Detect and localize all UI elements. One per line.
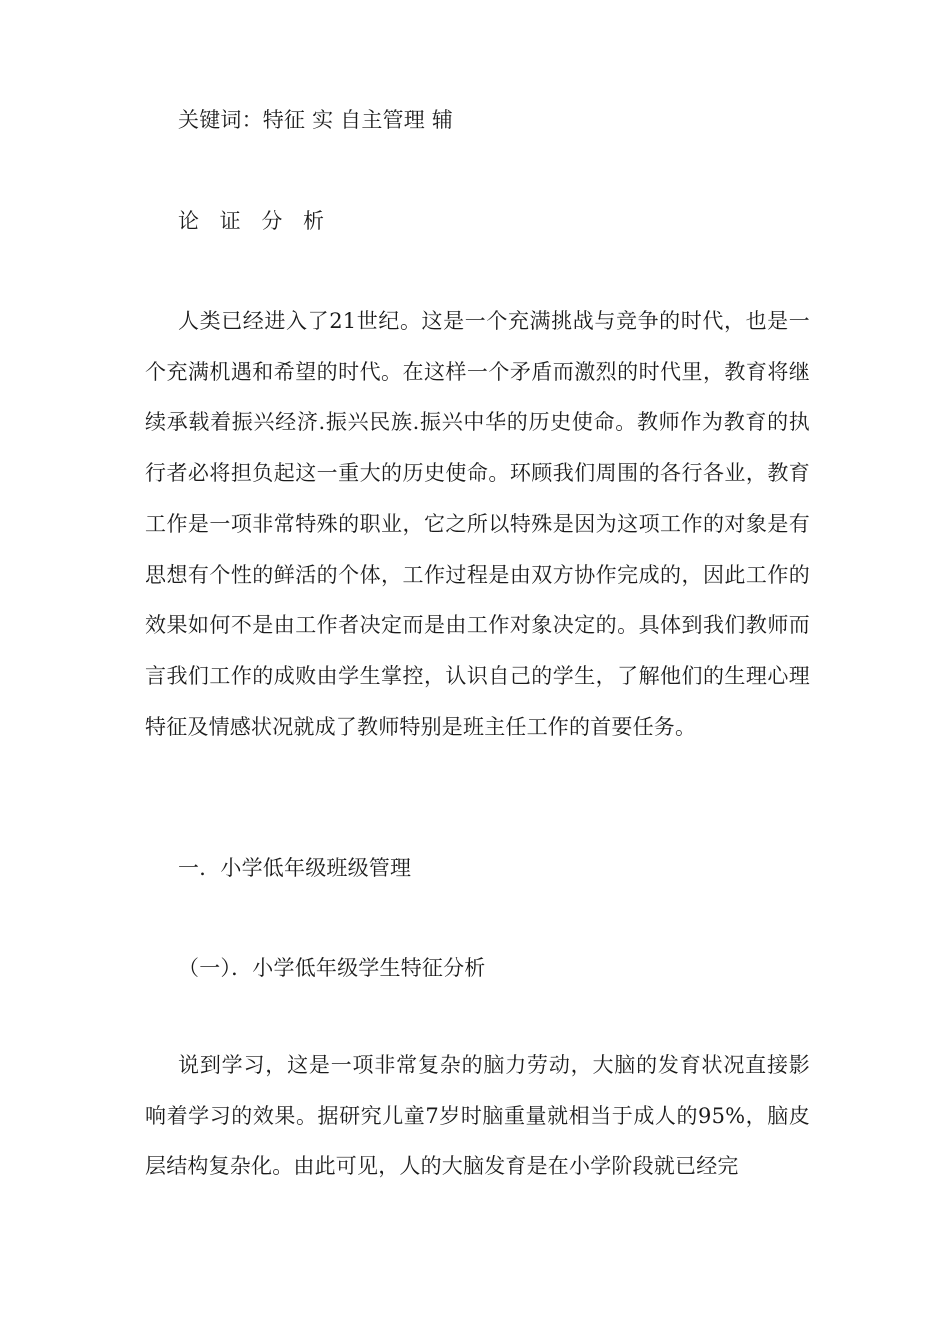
body-paragraph-1: 人类已经进入了21世纪。这是一个充满挑战与竞争的时代，也是一个充满机遇和希望的时代。在这样一个矛盾而激烈的时代里，教育将继续承载着振兴经济.振兴民族.振兴中华的历史使命。教师作为教育的执行者必将担负起这一重大的历史使命。环顾我们周围的各行各业，教育工作是一项非常特殊的职业，它之所以特殊是因为这项工作的对象是有思想有个性的鲜活的个体，工作过程是由双方协作完成的，因此工作的效果如何不是由工作者决定而是由工作对象决定的。具体到我们教师而言我们工作的成败由学生掌控，认识自己的学生，了解他们的生理心理特征及情感状况就成了教师特别是班主任工作的首要任务。 — [145, 309, 810, 739]
body-paragraph-2: 说到学习，这是一项非常复杂的脑力劳动，大脑的发育状况直接影响着学习的效果。据研究儿童7岁时脑重量就相当于成人的95%，脑皮层结构复杂化。由此可见，人的大脑发育是在小学阶段就已经完 — [145, 1053, 810, 1179]
heading-1: 一．小学低年级班级管理 — [178, 856, 412, 880]
heading-2: （一）．小学低年级学生特征分析 — [178, 956, 486, 980]
section-title: 论 证 分 析 — [178, 209, 332, 233]
keywords-line: 关键词：特征 实 自主管理 辅 — [178, 108, 454, 132]
